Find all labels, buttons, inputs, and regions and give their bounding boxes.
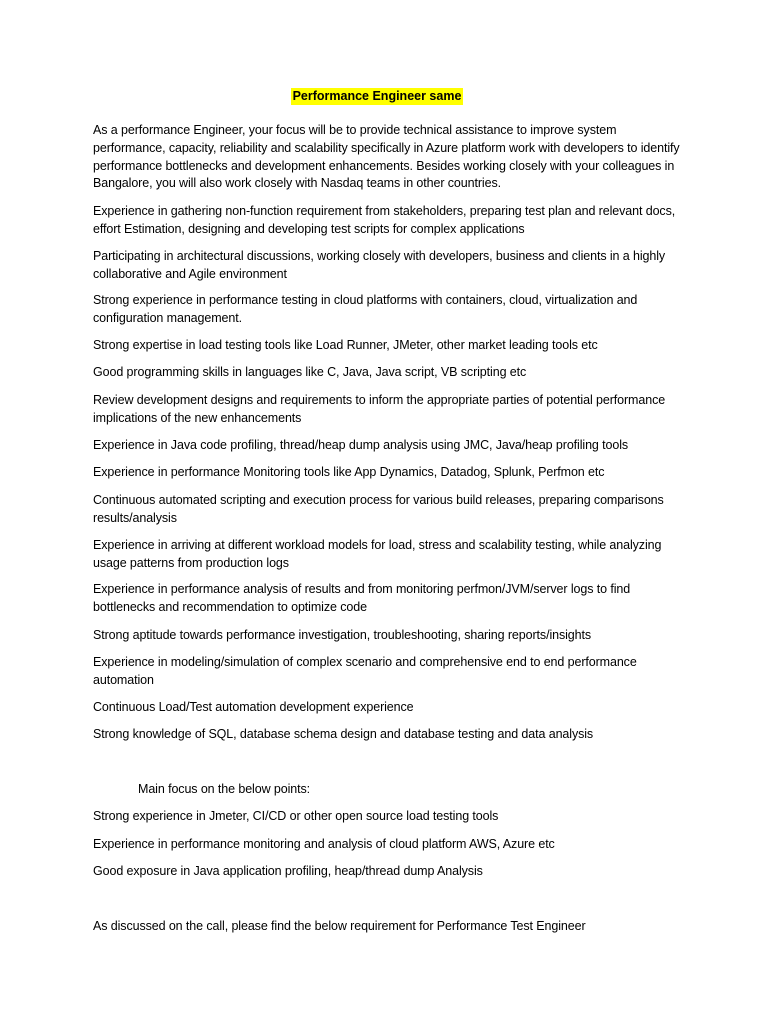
focus-point-1: Strong experience in Jmeter, CI/CD or other open source load testing tools	[93, 809, 499, 823]
requirement-1: Experience in gathering non-function requirement from stakeholders, preparing test plan and relevant docs, effort Estimation, designing and developing test scripts for complex applications	[93, 204, 676, 236]
focus-point-2: Experience in performance monitoring and analysis of cloud platform AWS, Azure etc	[93, 837, 555, 851]
document-title: Performance Engineer same	[292, 89, 462, 103]
requirement-15: Strong knowledge of SQL, database schema design and database testing and data analysis	[93, 727, 594, 741]
requirement-12: Strong aptitude towards performance investigation, troubleshooting, sharing reports/insights	[93, 628, 592, 642]
requirement-4: Strong expertise in load testing tools like Load Runner, JMeter, other market leading tools etc	[93, 338, 598, 352]
focus-point-3: Good exposure in Java application profiling, heap/thread dump Analysis	[93, 864, 483, 878]
requirement-8: Experience in performance Monitoring tools like App Dynamics, Datadog, Splunk, Perfmon etc	[93, 465, 605, 479]
requirement-11: Experience in performance analysis of results and from monitoring perfmon/JVM/server logs to find bottlenecks and recommendation to optimize code	[93, 582, 631, 614]
title-container	[0, 87, 754, 105]
requirement-2: Participating in architectural discussions, working closely with developers, business and clients in a highly collaborative and Agile environment	[93, 249, 666, 281]
requirement-10: Experience in arriving at different workload models for load, stress and scalability testing, while analyzing usage patterns from production logs	[93, 538, 662, 570]
requirement-6: Review development designs and requirements to inform the appropriate parties of potential performance implications of the new enhancements	[93, 393, 666, 425]
requirement-9: Continuous automated scripting and execution process for various build releases, preparing comparisons results/analysis	[93, 493, 664, 525]
intro-paragraph: As a performance Engineer, your focus will be to provide technical assistance to improve system performance, capacity, reliability and scalability specifically in Azure platform work with developers to identify performance bottlenecks and development enhancements. Besides working closely with your colleagues in Bangalore, you will also work closely with Nasdaq teams in other countries.	[93, 123, 680, 191]
requirement-14: Continuous Load/Test automation development experience	[93, 700, 414, 714]
requirement-7: Experience in Java code profiling, thread/heap dump analysis using JMC, Java/heap profiling tools	[93, 438, 629, 452]
requirement-13: Experience in modeling/simulation of complex scenario and comprehensive end to end performance automation	[93, 655, 637, 687]
focus-heading: Main focus on the below points:	[138, 782, 311, 796]
closing-paragraph: As discussed on the call, please find the below requirement for Performance Test Engineer	[93, 919, 586, 933]
requirement-5: Good programming skills in languages like C, Java, Java script, VB scripting etc	[93, 365, 527, 379]
requirement-3: Strong experience in performance testing in cloud platforms with containers, cloud, virtualization and configuration management.	[93, 293, 638, 325]
